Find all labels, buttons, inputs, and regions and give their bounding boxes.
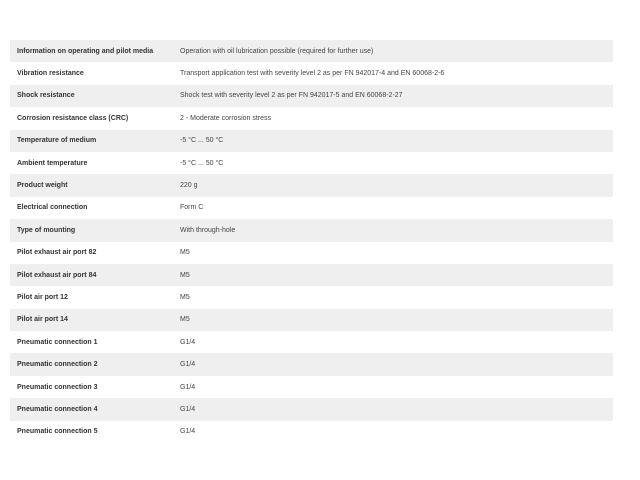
spec-row-shock-resistance xyxy=(10,85,613,107)
spec-label: Pilot exhaust air port 84 xyxy=(17,271,97,279)
spec-row-pilot-exhaust-84 xyxy=(10,264,613,286)
spec-row-pneumatic-connection-4 xyxy=(10,398,613,420)
spec-value: Shock test with severity level 2 as per FN 942017-5 and EN 60068-2-27 xyxy=(180,92,403,100)
spec-value: -5 °C ... 50 °C xyxy=(180,159,224,167)
spec-value: Form C xyxy=(180,204,204,212)
spec-row-vibration-resistance xyxy=(10,62,613,84)
spec-row-ambient-temperature xyxy=(10,152,613,174)
technical-data-table xyxy=(10,40,613,443)
spec-value: G1/4 xyxy=(180,428,196,436)
spec-label: Product weight xyxy=(17,182,68,190)
spec-label: Ambient temperature xyxy=(17,159,88,167)
spec-row-pilot-air-14 xyxy=(10,309,613,331)
spec-row-corrosion-resistance xyxy=(10,107,613,129)
spec-value: M5 xyxy=(180,293,190,301)
spec-row-pneumatic-connection-3 xyxy=(10,376,613,398)
spec-label: Corrosion resistance class (CRC) xyxy=(17,114,129,122)
spec-label: Temperature of medium xyxy=(17,137,97,145)
spec-value: G1/4 xyxy=(180,338,196,346)
spec-row-pneumatic-connection-5 xyxy=(10,421,613,443)
spec-value: M5 xyxy=(180,316,190,324)
spec-row-pilot-exhaust-82 xyxy=(10,242,613,264)
spec-value: M5 xyxy=(180,271,190,279)
spec-label: Pilot air port 14 xyxy=(17,316,68,324)
spec-row-medium-temperature xyxy=(10,130,613,152)
spec-value: With through-hole xyxy=(180,226,236,234)
spec-row-electrical-connection xyxy=(10,197,613,219)
spec-value: -5 °C ... 50 °C xyxy=(180,137,224,145)
spec-label: Pilot air port 12 xyxy=(17,293,68,301)
spec-row-pilot-air-12 xyxy=(10,286,613,308)
spec-label: Type of mounting xyxy=(17,226,76,234)
spec-value: Operation with oil lubrication possible (required for further use) xyxy=(180,47,374,55)
spec-value: G1/4 xyxy=(180,383,196,391)
spec-label: Pneumatic connection 5 xyxy=(17,428,98,436)
spec-row-pneumatic-connection-1 xyxy=(10,331,613,353)
spec-value: 2 - Moderate corrosion stress xyxy=(180,114,272,122)
spec-row-product-weight xyxy=(10,174,613,196)
spec-label: Pneumatic connection 4 xyxy=(17,405,98,413)
spec-value: G1/4 xyxy=(180,361,196,369)
spec-row-mounting-type xyxy=(10,219,613,241)
spec-label: Pneumatic connection 1 xyxy=(17,338,98,346)
spec-label: Pneumatic connection 3 xyxy=(17,383,98,391)
spec-row-operating-media xyxy=(10,40,613,62)
spec-label: Pneumatic connection 2 xyxy=(17,361,98,369)
spec-value: M5 xyxy=(180,249,190,257)
spec-value: Transport application test with severity level 2 as per FN 942017-4 and EN 60068-2-6 xyxy=(180,70,445,78)
spec-value: 220 g xyxy=(180,182,198,190)
spec-label: Shock resistance xyxy=(17,92,75,100)
spec-label: Electrical connection xyxy=(17,204,88,212)
spec-value: G1/4 xyxy=(180,405,196,413)
spec-label: Vibration resistance xyxy=(17,70,84,78)
spec-row-pneumatic-connection-2 xyxy=(10,353,613,375)
spec-label: Pilot exhaust air port 82 xyxy=(17,249,97,257)
spec-label: Information on operating and pilot media xyxy=(17,47,154,55)
